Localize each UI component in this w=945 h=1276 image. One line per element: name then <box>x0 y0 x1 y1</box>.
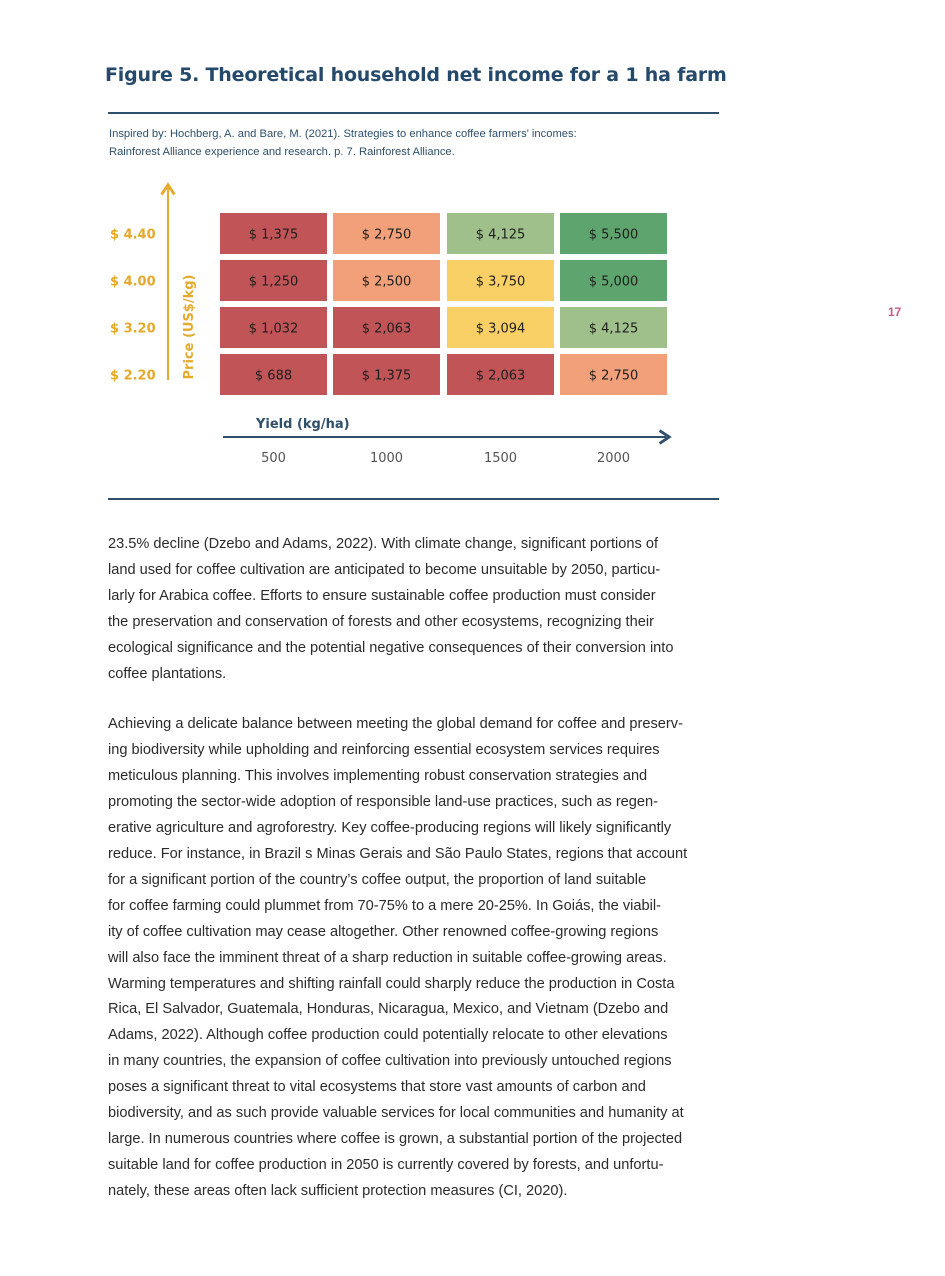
heatmap-cell-label: $ 2,500 <box>361 274 412 290</box>
income-heatmap-chart <box>0 0 945 520</box>
body-text <box>108 532 733 1230</box>
heatmap-cell-label: $ 1,375 <box>248 227 299 243</box>
figure-source-note: Inspired by: Hochberg, A. and Bare, M. (2021). Strategies to enhance coffee farmers' incomes: Rainforest Alliance experience and research. p. 7. Rainforest Alliance. <box>109 128 577 158</box>
heatmap-cell-label: $ 1,032 <box>248 321 299 337</box>
heatmap-cell-label: $ 5,000 <box>588 274 639 290</box>
heatmap-cell-label: $ 3,750 <box>475 274 526 290</box>
yield-tick-label: 500 <box>261 451 286 466</box>
price-tick-label: $ 4.00 <box>110 274 156 290</box>
paragraph: Achieving a delicate balance between meeting the global demand for coffee and preserv- ing biodiversity while upholding and reinforcing essential ecosystem services requires meticulous planning. This involves implementing robust conservation strategies and promoting the sector-wide adoption of responsible land-use practices, such as regen- erative agriculture and agroforestry. Key coffee-producing regions will likely significantly reduce. For instance, in Brazil s Minas Gerais and São Paulo States, regions that account for a significant portion of the country’s coffee output, the proportion of land suitable for coffee farming could plummet from 70-75% to a mere 20-25%. In Goiás, the viabil- ity of coffee cultivation may cease altogether. Other renowned coffee-growing regions will also face the imminent threat of a sharp reduction in suitable coffee-growing areas. Warming temperatures and shifting rainfall could sharply reduce the production in Costa Rica, El Salvador, Guatemala, Honduras, Nicaragua, Mexico, and Vietnam (Dzebo and Adams, 2022). Although coffee production could potentially relocate to other elevations in many countries, the expansion of coffee cultivation into previously untouched regions poses a significant threat to vital ecosystems that store vast amounts of carbon and biodiversity, and as such provide valuable services for local communities and humanity at large. In numerous countries where coffee is grown, a substantial portion of the projected suitable land for coffee production in 2050 is currently covered by forests, and unfortu- nately, these areas often lack sufficient protection measures (CI, 2020). <box>108 716 688 1199</box>
heatmap-cell-label: $ 4,125 <box>588 321 639 337</box>
heatmap-cell-label: $ 2,063 <box>475 368 526 384</box>
figure-bottom-rule <box>108 498 719 500</box>
heatmap-cell-label: $ 1,250 <box>248 274 299 290</box>
price-tick-label: $ 4.40 <box>110 227 156 243</box>
heatmap-cell-label: $ 1,375 <box>361 368 412 384</box>
heatmap-cell-label: $ 2,750 <box>361 227 412 243</box>
paragraph: 23.5% decline (Dzebo and Adams, 2022). With climate change, significant portions of land used for coffee cultivation are anticipated to become unsuitable by 2050, particu- larly for Arabica coffee. Efforts to ensure sustainable coffee production must consider the preservation and conservation of forests and other ecosystems, recognizing their ecological significance and the potential negative consequences of their conversion into coffee plantations. <box>108 536 674 682</box>
heatmap-cell-label: $ 4,125 <box>475 227 526 243</box>
heatmap-cell-label: $ 3,094 <box>475 321 526 337</box>
price-tick-label: $ 2.20 <box>110 368 156 384</box>
yield-axis-label: Yield (kg/ha) <box>256 417 350 432</box>
heatmap-cell-label: $ 2,750 <box>588 368 639 384</box>
figure-title: Figure 5. Theoretical household net income for a 1 ha farm <box>105 64 727 86</box>
price-tick-label: $ 3.20 <box>110 321 156 337</box>
price-axis-label: Price (US$/kg) <box>182 274 197 380</box>
heatmap-cell-label: $ 2,063 <box>361 321 412 337</box>
yield-tick-label: 1500 <box>483 451 518 466</box>
heatmap-cell-label: $ 5,500 <box>588 227 639 243</box>
yield-tick-label: 2000 <box>596 451 631 466</box>
page-number: 17 <box>888 305 902 319</box>
heatmap-cell-label: $ 688 <box>254 368 293 384</box>
yield-tick-label: 1000 <box>369 451 404 466</box>
